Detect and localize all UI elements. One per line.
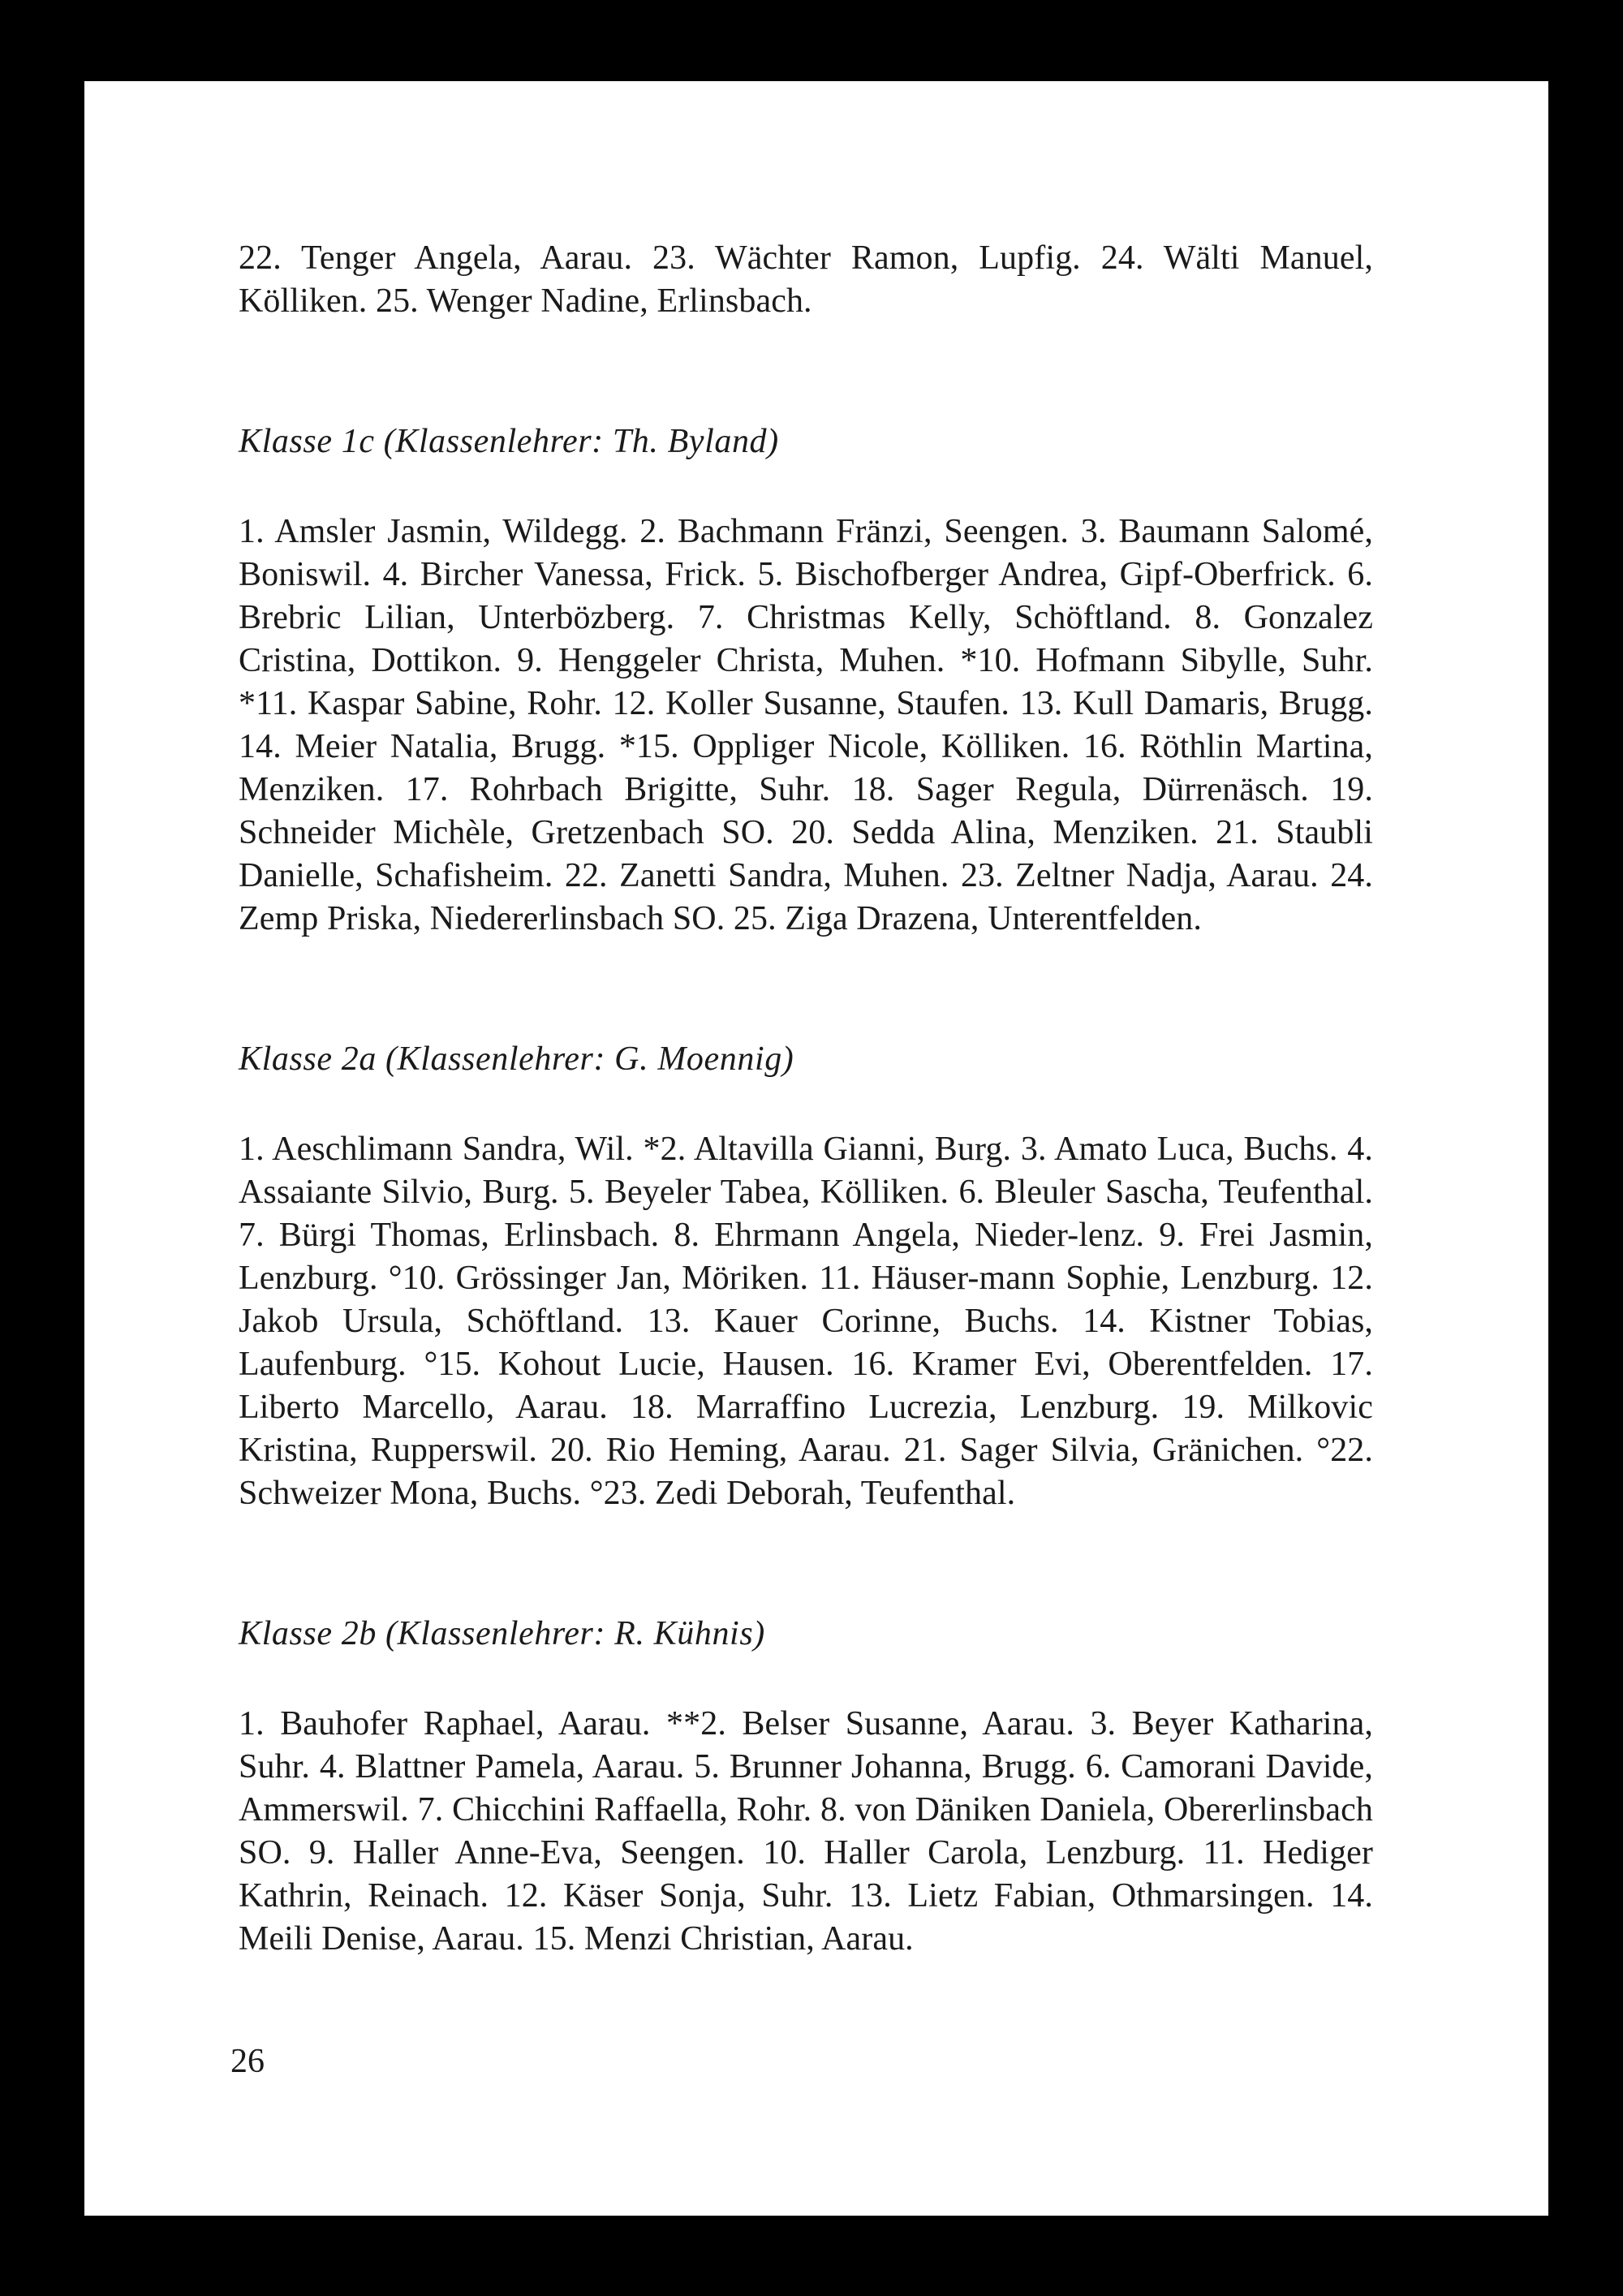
page-content	[239, 237, 1373, 1961]
class-list-2b: 1. Bauhofer Raphael, Aarau. **2. Belser Susanne, Aarau. 3. Beyer Katharina, Suhr. 4. Blattner Pamela, Aarau. 5. Brunner Johanna, Brugg. 6. Camorani Davide, Ammerswil. 7. Chicchini Raffaella, Rohr. 8. von Däniken Daniela, Obererlinsbach SO. 9. Haller Anne-Eva, Seengen. 10. Haller Carola, Lenzburg. 11. Hediger Kathrin, Reinach. 12. Käser Sonja, Suhr. 13. Lietz Fabian, Othmarsingen. 14. Meili Denise, Aarau. 15. Menzi Christian, Aarau.	[239, 1705, 1373, 1958]
page-number: 26	[230, 2043, 265, 2080]
section-gap	[239, 323, 1373, 420]
section-gap	[239, 1515, 1373, 1613]
section-heading-2b: Klasse 2b (Klassenlehrer: R. Kühnis)	[239, 1615, 765, 1652]
section-gap	[239, 941, 1373, 1038]
heading-gap	[239, 463, 1373, 510]
intro-paragraph: 22. Tenger Angela, Aarau. 23. Wächter Ramon, Lupfig. 24. Wälti Manuel, Kölliken. 25. Wenger Nadine, Erlinsbach.	[239, 239, 1373, 320]
heading-gap	[239, 1081, 1373, 1128]
section-heading-2a: Klasse 2a (Klassenlehrer: G. Moennig)	[239, 1040, 794, 1078]
heading-gap	[239, 1656, 1373, 1703]
document-page	[84, 81, 1548, 2216]
class-list-1c: 1. Amsler Jasmin, Wildegg. 2. Bachmann Fränzi, Seengen. 3. Baumann Salomé, Boniswil. 4. Bircher Vanessa, Frick. 5. Bischofberger Andrea, Gipf-Oberfrick. 6. Brebric Lilian, Unterbözberg. 7. Christmas Kelly, Schöftland. 8. Gonzalez Cristina, Dottikon. 9. Henggeler Christa, Muhen. *10. Hofmann Sibylle, Suhr. *11. Kaspar Sabine, Rohr. 12. Koller Susanne, Staufen. 13. Kull Damaris, Brugg. 14. Meier Natalia, Brugg. *15. Oppliger Nicole, Kölliken. 16. Röthlin Martina, Menziken. 17. Rohrbach Brigitte, Suhr. 18. Sager Regula, Dürrenäsch. 19. Schneider Michèle, Gretzenbach SO. 20. Sedda Alina, Menziken. 21. Staubli Danielle, Schafisheim. 22. Zanetti Sandra, Muhen. 23. Zeltner Nadja, Aarau. 24. Zemp Priska, Niedererlinsbach SO. 25. Ziga Drazena, Unterentfelden.	[239, 513, 1373, 937]
section-heading-1c: Klasse 1c (Klassenlehrer: Th. Byland)	[239, 423, 779, 460]
class-list-2a: 1. Aeschlimann Sandra, Wil. *2. Altavilla Gianni, Burg. 3. Amato Luca, Buchs. 4. Assaiante Silvio, Burg. 5. Beyeler Tabea, Kölliken. 6. Bleuler Sascha, Teufenthal. 7. Bürgi Thomas, Erlinsbach. 8. Ehrmann Angela, Nieder-lenz. 9. Frei Jasmin, Lenzburg. °10. Grössinger Jan, Möriken. 11. Häuser-mann Sophie, Lenzburg. 12. Jakob Ursula, Schöftland. 13. Kauer Corinne, Buchs. 14. Kistner Tobias, Laufenburg. °15. Kohout Lucie, Hausen. 16. Kramer Evi, Oberentfelden. 17. Liberto Marcello, Aarau. 18. Marraffino Lucrezia, Lenzburg. 19. Milkovic Kristina, Rupperswil. 20. Rio Heming, Aarau. 21. Sager Silvia, Gränichen. °22. Schweizer Mona, Buchs. °23. Zedi Deborah, Teufenthal.	[239, 1131, 1373, 1512]
